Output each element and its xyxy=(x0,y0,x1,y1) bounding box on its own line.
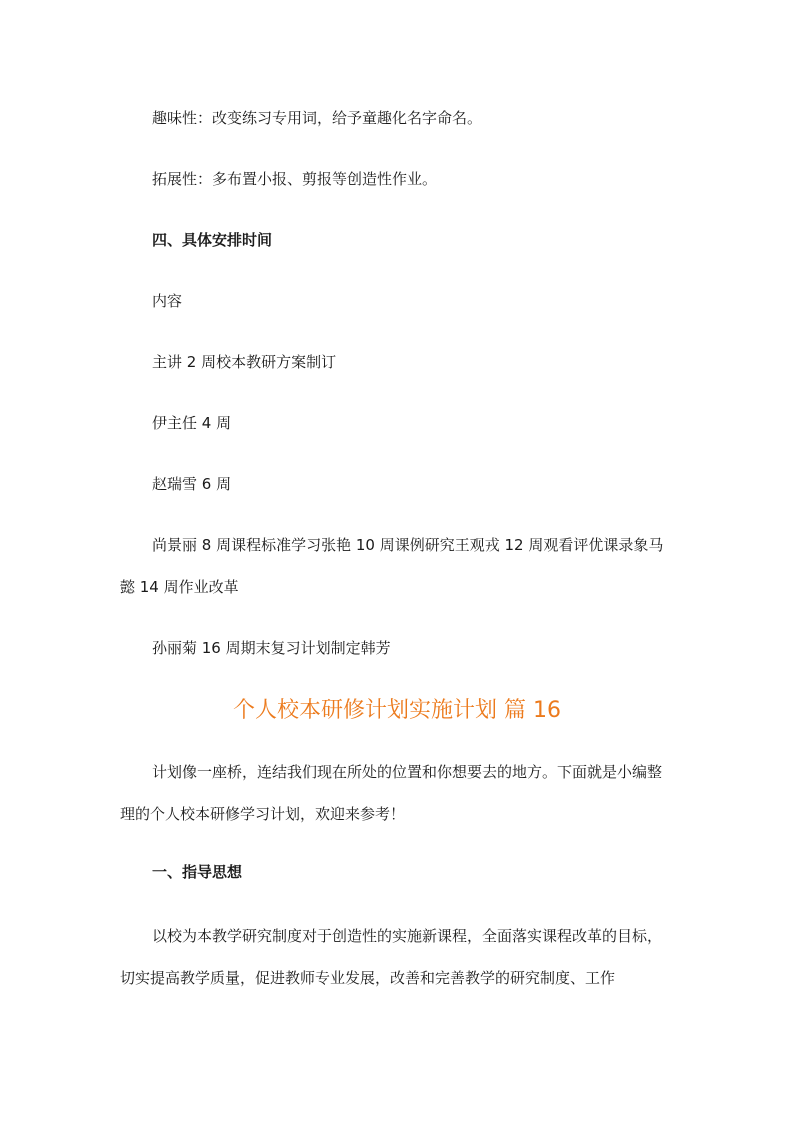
paragraph-extension: 拓展性：多布置小报、剪报等创造性作业。 xyxy=(152,170,438,188)
paragraph-week16: 孙丽菊 16 周期末复习计划制定韩芳 xyxy=(152,639,391,657)
section-heading-guiding: 一、指导思想 xyxy=(152,863,243,881)
paragraph-week6: 赵瑞雪 6 周 xyxy=(152,475,232,493)
paragraph-content: 内容 xyxy=(152,292,183,310)
paragraph-intro: 计划像一座桥，连结我们现在所处的位置和你想要去的地方。下面就是小编整理的个人校本研修学习计划，欢迎来参考！ xyxy=(120,763,663,823)
article-title: 个人校本研修计划实施计划 篇 16 xyxy=(233,698,561,723)
paragraph-guiding: 以校为本教学研究制度对于创造性的实施新课程，全面落实课程改革的目标，切实提高教学质量，促进教师专业发展，改善和完善教学的研究制度、工作 xyxy=(120,927,663,987)
paragraph-interest: 趣味性：改变练习专用词，给予童趣化名字命名。 xyxy=(152,109,483,127)
paragraph-week8-14: 尚景丽 8 周课程标准学习张艳 10 周课例研究王观戎 12 周观看评优课录象马懿 14 周作业改革 xyxy=(120,536,664,596)
paragraph-week4: 伊主任 4 周 xyxy=(152,414,232,432)
paragraph-week2: 主讲 2 周校本教研方案制订 xyxy=(152,353,337,371)
section-heading-schedule: 四、具体安排时间 xyxy=(152,231,273,249)
